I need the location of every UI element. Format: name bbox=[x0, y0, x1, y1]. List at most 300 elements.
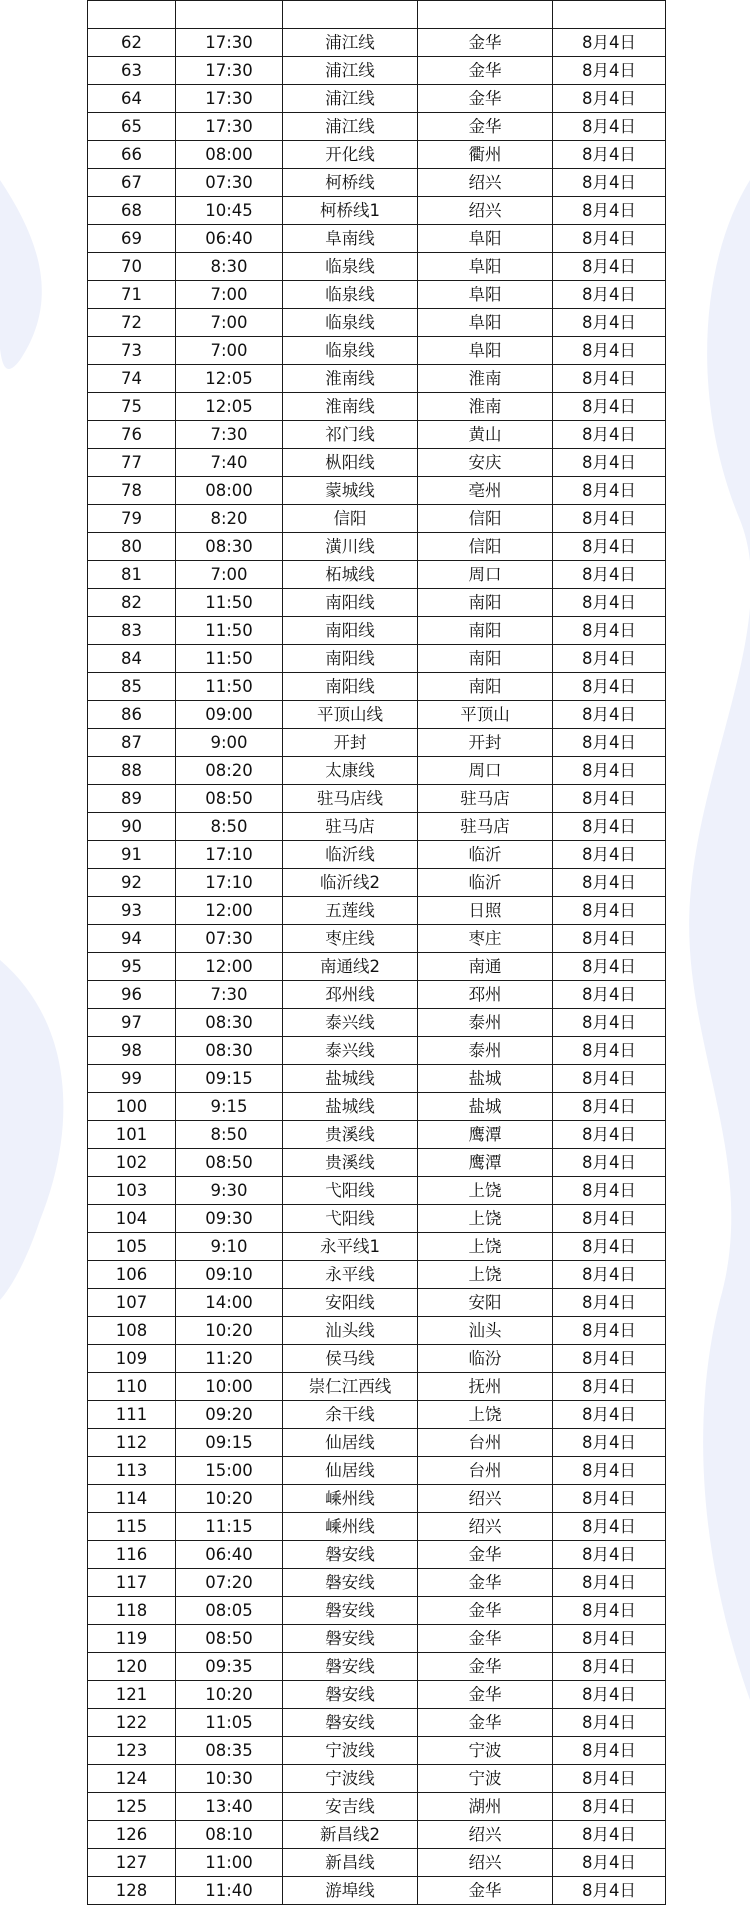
date-cell: 8月4日 bbox=[553, 1065, 666, 1093]
row-number-cell: 64 bbox=[88, 85, 176, 113]
table-row bbox=[88, 701, 666, 729]
row-number-cell: 101 bbox=[88, 1121, 176, 1149]
route-name-cell: 泰兴线 bbox=[283, 1037, 418, 1065]
route-name-cell: 临沂线2 bbox=[283, 869, 418, 897]
route-name-cell: 游埠线 bbox=[283, 1877, 418, 1905]
route-name-cell: 柯桥线1 bbox=[283, 197, 418, 225]
row-number-cell: 68 bbox=[88, 197, 176, 225]
route-name-cell: 潢川线 bbox=[283, 533, 418, 561]
departure-time-cell: 08:20 bbox=[176, 757, 283, 785]
departure-time-cell: 08:00 bbox=[176, 141, 283, 169]
date-cell: 8月4日 bbox=[553, 253, 666, 281]
destination-city-cell: 阜阳 bbox=[418, 309, 553, 337]
table-row bbox=[88, 421, 666, 449]
table-row bbox=[88, 169, 666, 197]
departure-time-cell: 08:50 bbox=[176, 1625, 283, 1653]
date-cell: 8月4日 bbox=[553, 1345, 666, 1373]
departure-time-cell: 17:30 bbox=[176, 57, 283, 85]
departure-time-cell: 12:05 bbox=[176, 393, 283, 421]
table-row bbox=[88, 1177, 666, 1205]
departure-time-cell bbox=[176, 1, 283, 29]
route-name-cell: 永平线 bbox=[283, 1261, 418, 1289]
row-number-cell: 94 bbox=[88, 925, 176, 953]
date-cell: 8月4日 bbox=[553, 1121, 666, 1149]
row-number-cell: 91 bbox=[88, 841, 176, 869]
date-cell: 8月4日 bbox=[553, 309, 666, 337]
date-cell: 8月4日 bbox=[553, 925, 666, 953]
row-number-cell: 73 bbox=[88, 337, 176, 365]
route-name-cell: 平顶山线 bbox=[283, 701, 418, 729]
table-row bbox=[88, 897, 666, 925]
row-number-cell: 92 bbox=[88, 869, 176, 897]
row-number-cell: 95 bbox=[88, 953, 176, 981]
route-name-cell: 安阳线 bbox=[283, 1289, 418, 1317]
departure-time-cell: 7:40 bbox=[176, 449, 283, 477]
departure-time-cell: 08:30 bbox=[176, 533, 283, 561]
route-name-cell: 阜南线 bbox=[283, 225, 418, 253]
date-cell: 8月4日 bbox=[553, 29, 666, 57]
date-cell: 8月4日 bbox=[553, 1793, 666, 1821]
route-name-cell: 枣庄线 bbox=[283, 925, 418, 953]
destination-city-cell: 南阳 bbox=[418, 645, 553, 673]
date-cell: 8月4日 bbox=[553, 561, 666, 589]
route-name-cell: 驻马店 bbox=[283, 813, 418, 841]
destination-city-cell: 阜阳 bbox=[418, 281, 553, 309]
row-number-cell: 76 bbox=[88, 421, 176, 449]
departure-time-cell: 10:30 bbox=[176, 1765, 283, 1793]
date-cell: 8月4日 bbox=[553, 1625, 666, 1653]
route-name-cell: 太康线 bbox=[283, 757, 418, 785]
departure-time-cell: 8:20 bbox=[176, 505, 283, 533]
departure-time-cell: 9:00 bbox=[176, 729, 283, 757]
departure-time-cell: 10:00 bbox=[176, 1373, 283, 1401]
date-cell: 8月4日 bbox=[553, 1653, 666, 1681]
destination-city-cell: 南阳 bbox=[418, 617, 553, 645]
destination-city-cell: 亳州 bbox=[418, 477, 553, 505]
row-number-cell: 83 bbox=[88, 617, 176, 645]
date-cell: 8月4日 bbox=[553, 421, 666, 449]
departure-time-cell: 13:40 bbox=[176, 1793, 283, 1821]
table-row bbox=[88, 1821, 666, 1849]
table-row bbox=[88, 757, 666, 785]
table-row bbox=[88, 981, 666, 1009]
row-number-cell: 110 bbox=[88, 1373, 176, 1401]
route-name-cell: 磐安线 bbox=[283, 1653, 418, 1681]
date-cell: 8月4日 bbox=[553, 1177, 666, 1205]
route-name-cell: 枞阳线 bbox=[283, 449, 418, 477]
destination-city-cell: 绍兴 bbox=[418, 1821, 553, 1849]
destination-city-cell: 南阳 bbox=[418, 589, 553, 617]
date-cell: 8月4日 bbox=[553, 57, 666, 85]
destination-city-cell: 阜阳 bbox=[418, 337, 553, 365]
date-cell: 8月4日 bbox=[553, 1457, 666, 1485]
table-row bbox=[88, 1009, 666, 1037]
table-row bbox=[88, 1485, 666, 1513]
route-name-cell: 余干线 bbox=[283, 1401, 418, 1429]
date-cell: 8月4日 bbox=[553, 1877, 666, 1905]
table-row bbox=[88, 1765, 666, 1793]
date-cell: 8月4日 bbox=[553, 1093, 666, 1121]
departure-time-cell: 11:00 bbox=[176, 1849, 283, 1877]
route-name-cell: 淮南线 bbox=[283, 393, 418, 421]
date-cell: 8月4日 bbox=[553, 785, 666, 813]
row-number-cell: 108 bbox=[88, 1317, 176, 1345]
table-row bbox=[88, 533, 666, 561]
departure-time-cell: 09:30 bbox=[176, 1205, 283, 1233]
destination-city-cell: 信阳 bbox=[418, 533, 553, 561]
table-row bbox=[88, 673, 666, 701]
table-row bbox=[88, 813, 666, 841]
departure-time-cell: 07:30 bbox=[176, 925, 283, 953]
destination-city-cell: 绍兴 bbox=[418, 1849, 553, 1877]
row-number-cell: 65 bbox=[88, 113, 176, 141]
route-name-cell: 新昌线 bbox=[283, 1849, 418, 1877]
date-cell: 8月4日 bbox=[553, 225, 666, 253]
departure-time-cell: 17:10 bbox=[176, 841, 283, 869]
row-number-cell: 125 bbox=[88, 1793, 176, 1821]
table-row bbox=[88, 1, 666, 29]
date-cell: 8月4日 bbox=[553, 1401, 666, 1429]
destination-city-cell: 金华 bbox=[418, 1709, 553, 1737]
departure-time-cell: 7:00 bbox=[176, 309, 283, 337]
route-name-cell: 浦江线 bbox=[283, 113, 418, 141]
departure-time-cell: 10:20 bbox=[176, 1317, 283, 1345]
left-wave-shape-lower bbox=[0, 960, 63, 1300]
table-row bbox=[88, 1625, 666, 1653]
departure-time-cell: 08:05 bbox=[176, 1597, 283, 1625]
destination-city-cell: 金华 bbox=[418, 1625, 553, 1653]
date-cell: 8月4日 bbox=[553, 841, 666, 869]
date-cell: 8月4日 bbox=[553, 477, 666, 505]
table-row bbox=[88, 1569, 666, 1597]
date-cell: 8月4日 bbox=[553, 449, 666, 477]
date-cell: 8月4日 bbox=[553, 757, 666, 785]
row-number-cell: 99 bbox=[88, 1065, 176, 1093]
table-row bbox=[88, 1793, 666, 1821]
destination-city-cell: 抚州 bbox=[418, 1373, 553, 1401]
destination-city-cell: 周口 bbox=[418, 561, 553, 589]
date-cell: 8月4日 bbox=[553, 701, 666, 729]
destination-city-cell: 绍兴 bbox=[418, 1485, 553, 1513]
departure-time-cell: 7:00 bbox=[176, 281, 283, 309]
table-row bbox=[88, 1261, 666, 1289]
date-cell: 8月4日 bbox=[553, 533, 666, 561]
destination-city-cell bbox=[418, 1, 553, 29]
date-cell: 8月4日 bbox=[553, 645, 666, 673]
destination-city-cell: 阜阳 bbox=[418, 253, 553, 281]
table-row bbox=[88, 1849, 666, 1877]
row-number-cell: 105 bbox=[88, 1233, 176, 1261]
date-cell: 8月4日 bbox=[553, 1681, 666, 1709]
date-cell: 8月4日 bbox=[553, 1765, 666, 1793]
route-name-cell: 临泉线 bbox=[283, 309, 418, 337]
route-name-cell: 临泉线 bbox=[283, 337, 418, 365]
destination-city-cell: 金华 bbox=[418, 113, 553, 141]
schedule-table-body bbox=[88, 1, 666, 1905]
table-row bbox=[88, 729, 666, 757]
table-row bbox=[88, 925, 666, 953]
destination-city-cell: 安庆 bbox=[418, 449, 553, 477]
date-cell: 8月4日 bbox=[553, 113, 666, 141]
route-name-cell: 仙居线 bbox=[283, 1429, 418, 1457]
table-row bbox=[88, 1401, 666, 1429]
departure-time-cell: 17:30 bbox=[176, 113, 283, 141]
row-number-cell: 75 bbox=[88, 393, 176, 421]
route-name-cell: 磐安线 bbox=[283, 1541, 418, 1569]
row-number-cell: 116 bbox=[88, 1541, 176, 1569]
date-cell: 8月4日 bbox=[553, 589, 666, 617]
departure-time-cell: 11:20 bbox=[176, 1345, 283, 1373]
departure-time-cell: 7:30 bbox=[176, 981, 283, 1009]
route-name-cell: 临沂线 bbox=[283, 841, 418, 869]
departure-time-cell: 08:10 bbox=[176, 1821, 283, 1849]
date-cell: 8月4日 bbox=[553, 1261, 666, 1289]
departure-time-cell: 08:35 bbox=[176, 1737, 283, 1765]
table-row bbox=[88, 1233, 666, 1261]
row-number-cell: 77 bbox=[88, 449, 176, 477]
route-name-cell: 磐安线 bbox=[283, 1709, 418, 1737]
date-cell: 8月4日 bbox=[553, 337, 666, 365]
row-number-cell: 113 bbox=[88, 1457, 176, 1485]
row-number-cell: 127 bbox=[88, 1849, 176, 1877]
row-number-cell: 121 bbox=[88, 1681, 176, 1709]
table-row bbox=[88, 1681, 666, 1709]
row-number-cell: 122 bbox=[88, 1709, 176, 1737]
destination-city-cell: 开封 bbox=[418, 729, 553, 757]
row-number-cell: 114 bbox=[88, 1485, 176, 1513]
table-row bbox=[88, 1205, 666, 1233]
row-number-cell: 81 bbox=[88, 561, 176, 589]
date-cell: 8月4日 bbox=[553, 197, 666, 225]
date-cell: 8月4日 bbox=[553, 1205, 666, 1233]
row-number-cell: 74 bbox=[88, 365, 176, 393]
date-cell: 8月4日 bbox=[553, 869, 666, 897]
table-row bbox=[88, 29, 666, 57]
route-name-cell: 南阳线 bbox=[283, 645, 418, 673]
destination-city-cell: 上饶 bbox=[418, 1261, 553, 1289]
departure-time-cell: 14:00 bbox=[176, 1289, 283, 1317]
departure-time-cell: 06:40 bbox=[176, 1541, 283, 1569]
table-row bbox=[88, 841, 666, 869]
row-number-cell: 106 bbox=[88, 1261, 176, 1289]
table-row bbox=[88, 1737, 666, 1765]
route-name-cell: 安吉线 bbox=[283, 1793, 418, 1821]
date-cell: 8月4日 bbox=[553, 1429, 666, 1457]
table-row bbox=[88, 85, 666, 113]
row-number-cell: 84 bbox=[88, 645, 176, 673]
route-name-cell: 驻马店线 bbox=[283, 785, 418, 813]
table-row bbox=[88, 141, 666, 169]
route-name-cell: 嵊州线 bbox=[283, 1513, 418, 1541]
destination-city-cell: 金华 bbox=[418, 1877, 553, 1905]
destination-city-cell: 湖州 bbox=[418, 1793, 553, 1821]
route-name-cell: 柘城线 bbox=[283, 561, 418, 589]
destination-city-cell: 金华 bbox=[418, 1653, 553, 1681]
destination-city-cell: 泰州 bbox=[418, 1037, 553, 1065]
route-name-cell: 邳州线 bbox=[283, 981, 418, 1009]
route-name-cell: 南通线2 bbox=[283, 953, 418, 981]
route-name-cell: 南阳线 bbox=[283, 589, 418, 617]
row-number-cell: 124 bbox=[88, 1765, 176, 1793]
row-number-cell: 103 bbox=[88, 1177, 176, 1205]
departure-time-cell: 08:30 bbox=[176, 1037, 283, 1065]
date-cell: 8月4日 bbox=[553, 365, 666, 393]
route-name-cell: 磐安线 bbox=[283, 1597, 418, 1625]
departure-time-cell: 08:30 bbox=[176, 1009, 283, 1037]
destination-city-cell: 金华 bbox=[418, 1541, 553, 1569]
departure-time-cell: 09:00 bbox=[176, 701, 283, 729]
destination-city-cell: 绍兴 bbox=[418, 169, 553, 197]
destination-city-cell: 宁波 bbox=[418, 1737, 553, 1765]
date-cell: 8月4日 bbox=[553, 1373, 666, 1401]
destination-city-cell: 泰州 bbox=[418, 1009, 553, 1037]
row-number-cell: 80 bbox=[88, 533, 176, 561]
departure-time-cell: 09:15 bbox=[176, 1429, 283, 1457]
row-number-cell: 109 bbox=[88, 1345, 176, 1373]
departure-time-cell: 12:00 bbox=[176, 953, 283, 981]
row-number-cell: 102 bbox=[88, 1149, 176, 1177]
destination-city-cell: 日照 bbox=[418, 897, 553, 925]
destination-city-cell: 汕头 bbox=[418, 1317, 553, 1345]
table-row bbox=[88, 225, 666, 253]
row-number-cell: 70 bbox=[88, 253, 176, 281]
row-number-cell: 100 bbox=[88, 1093, 176, 1121]
route-name-cell: 磐安线 bbox=[283, 1625, 418, 1653]
departure-time-cell: 11:50 bbox=[176, 673, 283, 701]
row-number-cell: 63 bbox=[88, 57, 176, 85]
table-row bbox=[88, 1709, 666, 1737]
row-number-cell: 115 bbox=[88, 1513, 176, 1541]
destination-city-cell: 邳州 bbox=[418, 981, 553, 1009]
row-number-cell: 111 bbox=[88, 1401, 176, 1429]
destination-city-cell: 驻马店 bbox=[418, 785, 553, 813]
route-name-cell: 盐城线 bbox=[283, 1065, 418, 1093]
destination-city-cell: 临沂 bbox=[418, 869, 553, 897]
date-cell: 8月4日 bbox=[553, 1821, 666, 1849]
departure-time-cell: 09:20 bbox=[176, 1401, 283, 1429]
destination-city-cell: 台州 bbox=[418, 1457, 553, 1485]
destination-city-cell: 上饶 bbox=[418, 1177, 553, 1205]
table-row bbox=[88, 449, 666, 477]
table-row bbox=[88, 645, 666, 673]
destination-city-cell: 盐城 bbox=[418, 1093, 553, 1121]
table-row bbox=[88, 1877, 666, 1905]
row-number-cell: 96 bbox=[88, 981, 176, 1009]
table-row bbox=[88, 505, 666, 533]
route-name-cell: 信阳 bbox=[283, 505, 418, 533]
departure-time-cell: 07:20 bbox=[176, 1569, 283, 1597]
row-number-cell: 89 bbox=[88, 785, 176, 813]
departure-time-cell: 15:00 bbox=[176, 1457, 283, 1485]
departure-time-cell: 17:10 bbox=[176, 869, 283, 897]
right-wave-shape bbox=[689, 180, 750, 1700]
departure-time-cell: 09:10 bbox=[176, 1261, 283, 1289]
date-cell: 8月4日 bbox=[553, 1709, 666, 1737]
route-name-cell: 宁波线 bbox=[283, 1765, 418, 1793]
destination-city-cell: 绍兴 bbox=[418, 197, 553, 225]
date-cell: 8月4日 bbox=[553, 1149, 666, 1177]
row-number-cell: 67 bbox=[88, 169, 176, 197]
departure-time-cell: 9:15 bbox=[176, 1093, 283, 1121]
departure-time-cell: 11:50 bbox=[176, 617, 283, 645]
table-row bbox=[88, 337, 666, 365]
route-name-cell: 永平线1 bbox=[283, 1233, 418, 1261]
departure-time-cell: 7:00 bbox=[176, 561, 283, 589]
row-number-cell: 71 bbox=[88, 281, 176, 309]
table-row bbox=[88, 253, 666, 281]
destination-city-cell: 上饶 bbox=[418, 1205, 553, 1233]
left-wave-shape bbox=[0, 180, 42, 369]
row-number-cell: 98 bbox=[88, 1037, 176, 1065]
destination-city-cell: 南通 bbox=[418, 953, 553, 981]
date-cell: 8月4日 bbox=[553, 1849, 666, 1877]
date-cell: 8月4日 bbox=[553, 1597, 666, 1625]
destination-city-cell: 鹰潭 bbox=[418, 1121, 553, 1149]
row-number-cell bbox=[88, 1, 176, 29]
destination-city-cell: 金华 bbox=[418, 1569, 553, 1597]
row-number-cell: 93 bbox=[88, 897, 176, 925]
departure-time-cell: 10:20 bbox=[176, 1681, 283, 1709]
table-row bbox=[88, 869, 666, 897]
table-row bbox=[88, 785, 666, 813]
route-name-cell: 弋阳线 bbox=[283, 1205, 418, 1233]
route-name-cell: 蒙城线 bbox=[283, 477, 418, 505]
route-name-cell: 贵溪线 bbox=[283, 1149, 418, 1177]
table-row bbox=[88, 617, 666, 645]
table-row bbox=[88, 1037, 666, 1065]
route-name-cell: 贵溪线 bbox=[283, 1121, 418, 1149]
route-name-cell: 弋阳线 bbox=[283, 1177, 418, 1205]
date-cell: 8月4日 bbox=[553, 1317, 666, 1345]
destination-city-cell: 台州 bbox=[418, 1429, 553, 1457]
row-number-cell: 82 bbox=[88, 589, 176, 617]
route-name-cell: 柯桥线 bbox=[283, 169, 418, 197]
table-row bbox=[88, 953, 666, 981]
date-cell: 8月4日 bbox=[553, 1737, 666, 1765]
row-number-cell: 62 bbox=[88, 29, 176, 57]
date-cell: 8月4日 bbox=[553, 141, 666, 169]
departure-time-cell: 17:30 bbox=[176, 29, 283, 57]
departure-time-cell: 9:10 bbox=[176, 1233, 283, 1261]
destination-city-cell: 黄山 bbox=[418, 421, 553, 449]
route-name-cell: 开化线 bbox=[283, 141, 418, 169]
destination-city-cell: 上饶 bbox=[418, 1233, 553, 1261]
route-name-cell: 开封 bbox=[283, 729, 418, 757]
departure-time-cell: 12:05 bbox=[176, 365, 283, 393]
date-cell: 8月4日 bbox=[553, 1485, 666, 1513]
route-name-cell: 浦江线 bbox=[283, 85, 418, 113]
table-row bbox=[88, 1429, 666, 1457]
destination-city-cell: 金华 bbox=[418, 29, 553, 57]
route-name-cell: 祁门线 bbox=[283, 421, 418, 449]
route-name-cell: 浦江线 bbox=[283, 57, 418, 85]
route-name-cell: 宁波线 bbox=[283, 1737, 418, 1765]
departure-time-cell: 10:20 bbox=[176, 1485, 283, 1513]
route-name-cell: 泰兴线 bbox=[283, 1009, 418, 1037]
destination-city-cell: 上饶 bbox=[418, 1401, 553, 1429]
destination-city-cell: 信阳 bbox=[418, 505, 553, 533]
table-row bbox=[88, 113, 666, 141]
destination-city-cell: 金华 bbox=[418, 85, 553, 113]
departure-time-cell: 08:50 bbox=[176, 1149, 283, 1177]
row-number-cell: 97 bbox=[88, 1009, 176, 1037]
row-number-cell: 79 bbox=[88, 505, 176, 533]
departure-time-cell: 11:50 bbox=[176, 589, 283, 617]
date-cell: 8月4日 bbox=[553, 281, 666, 309]
row-number-cell: 85 bbox=[88, 673, 176, 701]
date-cell: 8月4日 bbox=[553, 85, 666, 113]
date-cell: 8月4日 bbox=[553, 169, 666, 197]
